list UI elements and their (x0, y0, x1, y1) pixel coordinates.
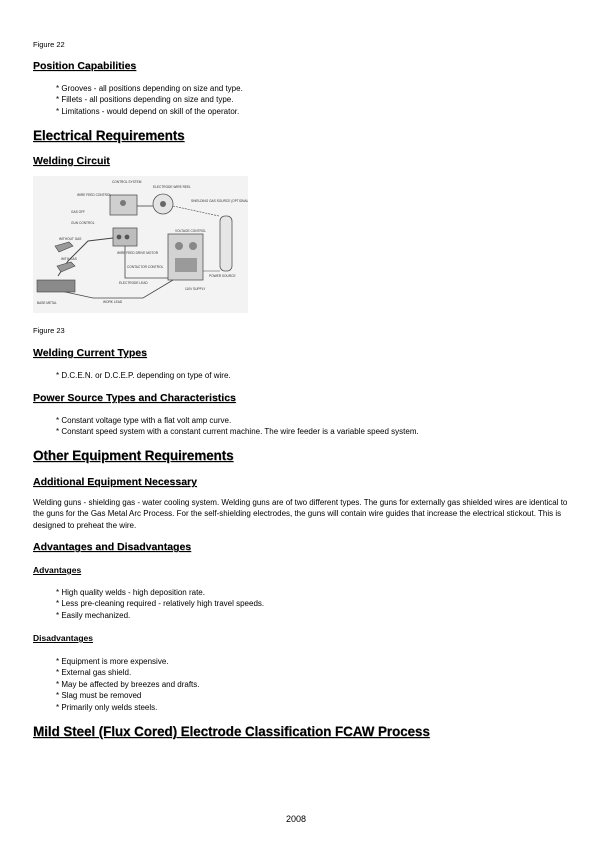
label-with-gas: WITH GAS (61, 257, 77, 261)
list-item: * Equipment is more expensive. (56, 656, 200, 667)
list-item: * Fillets - all positions depending on size and type. (56, 94, 243, 105)
figure-22-caption: Figure 22 (33, 40, 65, 49)
label-wire-feed-control: WIRE FEED CONTROL (77, 193, 112, 197)
label-base-metal: BASE METAL (37, 301, 57, 305)
list-item: * Limitations - would depend on skill of the operator. (56, 106, 243, 117)
advantages-list (56, 587, 264, 621)
label-voltage-control: VOLTAGE CONTROL (175, 229, 207, 233)
label-contactor-control: CONTACTOR CONTROL (127, 265, 164, 269)
gas-cylinder (220, 216, 232, 271)
additional-equipment-heading: Additional Equipment Necessary (33, 476, 197, 488)
welding-circuit-diagram (33, 176, 248, 313)
welding-current-types-heading: Welding Current Types (33, 347, 147, 359)
list-item: * May be affected by breezes and drafts. (56, 679, 200, 690)
position-capabilities-heading: Position Capabilities (33, 60, 137, 72)
welding-current-types-list (56, 370, 231, 381)
disadvantages-heading: Disadvantages (33, 633, 93, 643)
other-equipment-heading: Other Equipment Requirements (33, 448, 234, 463)
label-gun-control: GUN CONTROL (71, 221, 95, 225)
page-number: 2008 (286, 814, 307, 824)
base-metal (37, 280, 75, 292)
electrical-requirements-heading: Electrical Requirements (33, 128, 185, 143)
label-control-system: CONTROL SYSTEM (112, 180, 142, 184)
label-wire-feed-drive-motor: WIRE FEED DRIVE MOTOR (117, 251, 159, 255)
label-work-lead: WORK LEAD (103, 300, 123, 304)
figure-23-caption: Figure 23 (33, 326, 65, 335)
label-power-source: POWER SOURCE (209, 274, 236, 278)
list-item: * Slag must be removed (56, 690, 200, 701)
welding-circuit-svg (33, 176, 248, 313)
label-without-gas: WITHOUT GAS (59, 237, 82, 241)
advantages-heading: Advantages (33, 565, 82, 575)
list-item: * High quality welds - high deposition rate. (56, 587, 264, 598)
label-electrode-wire-reel: ELECTRODE WIRE REEL (153, 185, 191, 189)
additional-equipment-paragraph: Welding guns - shielding gas - water cooling system. Welding guns are of two different types. The guns for externally gas shielded wires are identical to the guns for the Gas Metal Arc Process. For the self-shielding electrodes, the guns will contain wire guides that increase the electrical stickout. This is designed to preheat the wire. (33, 498, 568, 530)
list-item: * Easily mechanized. (56, 610, 264, 621)
advantages-disadvantages-heading: Advantages and Disadvantages (33, 541, 192, 553)
disadvantages-list (56, 656, 200, 713)
power-source (168, 234, 203, 280)
list-item: * External gas shield. (56, 667, 200, 678)
welding-circuit-heading: Welding Circuit (33, 155, 110, 167)
list-item: * D.C.E.N. or D.C.E.P. depending on type of wire. (56, 370, 231, 381)
list-item: * Constant speed system with a constant current machine. The wire feeder is a variable speed system. (56, 426, 419, 437)
label-110v-supply: 110V SUPPLY (185, 287, 206, 291)
list-item: * Less pre-cleaning required - relatively high travel speeds. (56, 598, 264, 609)
label-electrode-lead: ELECTRODE LEAD (119, 281, 148, 285)
label-shielding-gas-source: SHIELDING GAS SOURCE (OPTIONAL) (191, 199, 248, 203)
power-source-types-heading: Power Source Types and Characteristics (33, 392, 236, 404)
power-source-types-list (56, 415, 419, 438)
list-item: * Constant voltage type with a flat volt amp curve. (56, 415, 419, 426)
list-item: * Grooves - all positions depending on size and type. (56, 83, 243, 94)
position-capabilities-list (56, 83, 243, 117)
control-dial (120, 200, 126, 206)
mild-steel-heading: Mild Steel (Flux Cored) Electrode Classification FCAW Process (33, 724, 430, 739)
list-item: * Primarily only welds steels. (56, 702, 200, 713)
label-gas-off: GAS OFF (71, 210, 85, 214)
